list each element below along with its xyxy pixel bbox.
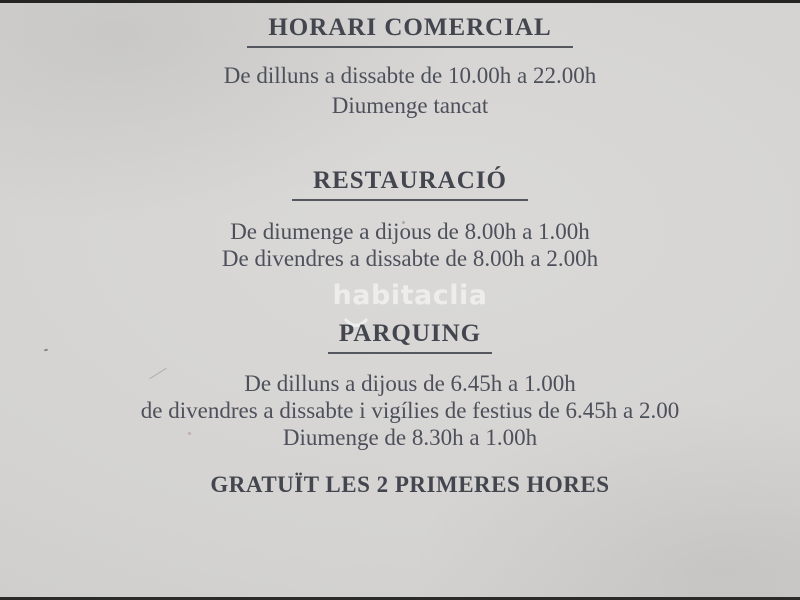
section-restaurants <box>20 167 800 201</box>
photo-speck <box>402 221 405 224</box>
hours-line: De dilluns a dijous de 6.45h a 1.00h <box>244 371 576 396</box>
section-commercial-hours <box>20 14 800 48</box>
photo-speck <box>188 432 191 435</box>
section-title-parquing: PARQUING <box>328 320 492 354</box>
hours-line: de divendres a dissabte i vigílies de festius de 6.45h a 2.00 <box>140 398 680 423</box>
sign-content <box>20 0 800 600</box>
watermark-text: habitaclia <box>332 280 488 311</box>
habitaclia-watermark <box>20 280 800 311</box>
free-parking-note: GRATUÏT LES 2 PRIMERES HORES <box>210 472 610 497</box>
hours-line: De divendres a dissabte de 8.00h a 2.00h <box>221 246 599 271</box>
hours-line: Diumenge de 8.30h a 1.00h <box>282 425 538 450</box>
hours-line: Diumenge tancat <box>331 93 489 118</box>
section-parking <box>20 320 800 354</box>
section-title-horari-comercial: HORARI COMERCIAL <box>247 14 572 48</box>
hours-line: De dilluns a dissabte de 10.00h a 22.00h <box>223 63 597 88</box>
section-title-restauracio: RESTAURACIÓ <box>292 167 528 201</box>
hours-line: De diumenge a dijous de 8.00h a 1.00h <box>230 219 590 244</box>
